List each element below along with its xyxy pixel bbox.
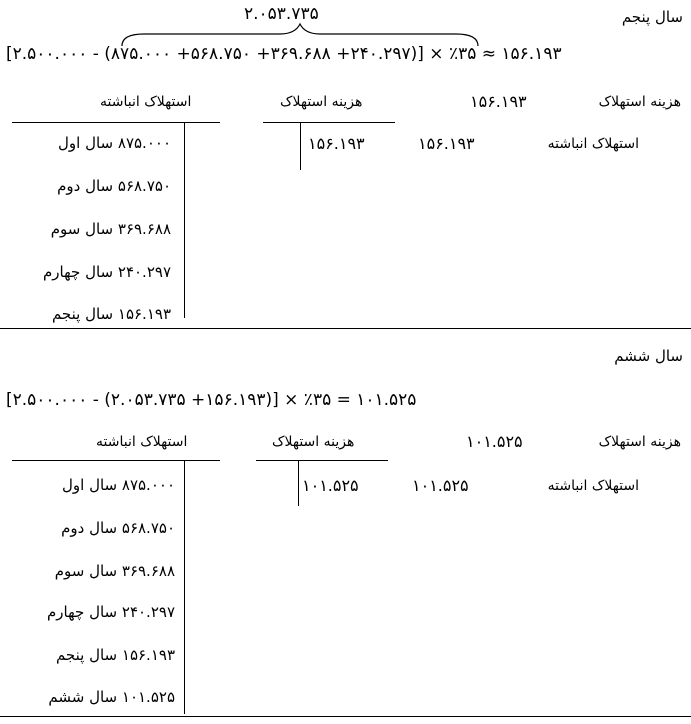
list-item: ۸۷۵.۰۰۰ سال اول	[62, 476, 175, 494]
list-item: ۳۶۹.۶۸۸ سال سوم	[54, 562, 175, 580]
section1-credit-label: استهلاک انباشته	[547, 136, 639, 152]
section1-ledger-left-header: استهلاک انباشته	[100, 94, 192, 110]
list-item: ۲۴۰.۲۹۷ سال چهارم	[47, 603, 175, 621]
list-item: ۱۵۶.۱۹۳ سال پنجم	[51, 305, 171, 323]
section2-title: سال ششم	[614, 347, 683, 365]
section2-ledger-mid-hline	[256, 460, 388, 461]
section2-ledger-left-header: استهلاک انباشته	[96, 434, 188, 450]
section1-ledger-left-hline	[12, 122, 220, 123]
section2-credit-amount: ۱۰۱.۵۲۵	[412, 476, 469, 495]
section2-entry-amount: ۱۰۱.۵۲۵	[466, 432, 523, 451]
section2-ledger-mid-header: هزینه استهلاک	[272, 434, 355, 450]
section1-ledger-mid-hline	[263, 122, 395, 123]
section1-credit-amount: ۱۵۶.۱۹۳	[418, 134, 475, 153]
section2-credit-label: استهلاک انباشته	[547, 478, 639, 494]
section1-formula: [۲.۵۰۰.۰۰۰ - (۸۷۵.۰۰۰ +۵۶۸.۷۵۰ +۳۶۹.۶۸۸ +۲۴۰.۲۹۷)] × ٪۳۵ ≈ ۱۵۶.۱۹۳	[6, 44, 562, 64]
section2-ledger-left-hline	[12, 460, 220, 461]
list-item: ۱۵۶.۱۹۳ سال پنجم	[55, 646, 175, 664]
list-item: ۸۷۵.۰۰۰ سال اول	[58, 134, 171, 152]
section1-mid-value: ۱۵۶.۱۹۳	[308, 134, 365, 153]
section1-ledger-mid-header: هزینه استهلاک	[280, 94, 363, 110]
section1-title: سال پنجم	[621, 8, 683, 26]
section2-entry-label: هزینه استهلاک	[598, 434, 681, 450]
brace-sum: ۲.۰۵۳.۷۳۵	[244, 4, 319, 24]
section-divider	[0, 328, 691, 329]
section1-ledger-left-vline	[184, 122, 185, 318]
list-item: ۵۶۸.۷۵۰ سال دوم	[57, 177, 171, 195]
list-item: ۲۴۰.۲۹۷ سال چهارم	[43, 263, 171, 281]
section1-entry-label: هزینه استهلاک	[598, 94, 681, 110]
section2-mid-value: ۱۰۱.۵۲۵	[302, 476, 359, 495]
section2-ledger-left-vline	[184, 460, 185, 714]
section1-entry-amount: ۱۵۶.۱۹۳	[470, 92, 527, 111]
list-item: ۳۶۹.۶۸۸ سال سوم	[50, 220, 171, 238]
section2-formula: [۲.۵۰۰.۰۰۰ - (۲.۰۵۳.۷۳۵ +۱۵۶.۱۹۳)] × ٪۳۵ = ۱۰۱.۵۲۵	[6, 390, 417, 410]
section1-ledger-mid-vline	[300, 122, 301, 170]
list-item: ۱۰۱.۵۲۵ سال ششم	[48, 688, 175, 706]
section2-ledger-mid-vline	[298, 460, 299, 506]
bottom-rule	[0, 716, 691, 717]
list-item: ۵۶۸.۷۵۰ سال دوم	[61, 519, 175, 537]
